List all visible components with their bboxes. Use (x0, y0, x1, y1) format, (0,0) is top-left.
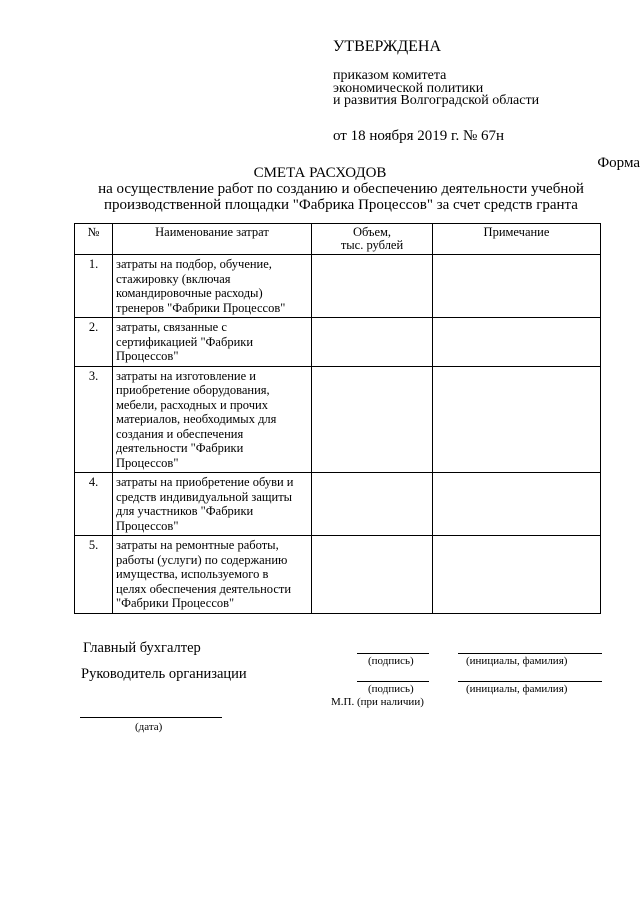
row-number: 2. (75, 318, 113, 367)
chief-accountant-label: Главный бухгалтер (83, 640, 201, 656)
chief-accountant-name-caption: (инициалы, фамилия) (466, 655, 568, 667)
table-row (75, 318, 601, 367)
row-note (433, 366, 601, 473)
row-number: 3. (75, 366, 113, 473)
approval-date: от 18 ноября 2019 г. № 67н (333, 128, 505, 144)
date-line (80, 717, 222, 718)
date-caption: (дата) (135, 721, 163, 733)
row-name: затраты на подбор, обучение, стажировку (включая командировочные расходы) тренеров "Фабрики Процессов" (113, 255, 312, 318)
row-number: 1. (75, 255, 113, 318)
head-signature-line (357, 681, 429, 682)
row-volume (312, 366, 433, 473)
header-volume: Объем, тыс. рублей (312, 224, 433, 255)
approval-body: приказом комитета экономической политики и развития Волгоградской области (333, 68, 540, 108)
row-note (433, 255, 601, 318)
row-name: затраты на ремонтные работы, работы (услуги) по содержанию имущества, используемого в целях обеспечения деятельности "Фабрики Процессов" (113, 536, 312, 614)
table-row (75, 473, 601, 536)
form-label: Форма (597, 155, 640, 171)
chief-accountant-signature-line (357, 653, 429, 654)
table-header-row (75, 224, 601, 255)
head-name-caption: (инициалы, фамилия) (466, 683, 568, 695)
row-volume (312, 536, 433, 614)
row-note (433, 473, 601, 536)
document-title: СМЕТА РАСХОДОВ (253, 165, 387, 181)
table-row (75, 366, 601, 473)
head-label: Руководитель организации (81, 666, 247, 682)
row-name: затраты на изготовление и приобретение оборудования, мебели, расходных и прочих материалов, необходимых для создания и обеспечения деятельности "Фабрики Процессов" (113, 366, 312, 473)
table-row (75, 255, 601, 318)
row-number: 5. (75, 536, 113, 614)
head-name-line (458, 681, 602, 682)
header-number: № (75, 224, 113, 255)
approval-title: УТВЕРЖДЕНА (333, 38, 442, 55)
row-volume (312, 473, 433, 536)
seal-caption: М.П. (при наличии) (331, 696, 424, 708)
row-note (433, 318, 601, 367)
row-name: затраты, связанные с сертификацией "Фабрики Процессов" (113, 318, 312, 367)
header-note: Примечание (433, 224, 601, 255)
head-signature-caption: (подпись) (368, 683, 414, 695)
header-name: Наименование затрат (113, 224, 312, 255)
row-name: затраты на приобретение обуви и средств индивидуальной защиты для участников "Фабрики Процессов" (113, 473, 312, 536)
row-volume (312, 255, 433, 318)
chief-accountant-name-line (458, 653, 602, 654)
row-volume (312, 318, 433, 367)
document-subtitle: на осуществление работ по созданию и обеспечению деятельности учебной производственной площадки "Фабрика Процессов" за счет средств гранта (98, 181, 584, 213)
row-number: 4. (75, 473, 113, 536)
table-row (75, 536, 601, 614)
estimate-table (74, 223, 601, 614)
row-note (433, 536, 601, 614)
chief-accountant-signature-caption: (подпись) (368, 655, 414, 667)
